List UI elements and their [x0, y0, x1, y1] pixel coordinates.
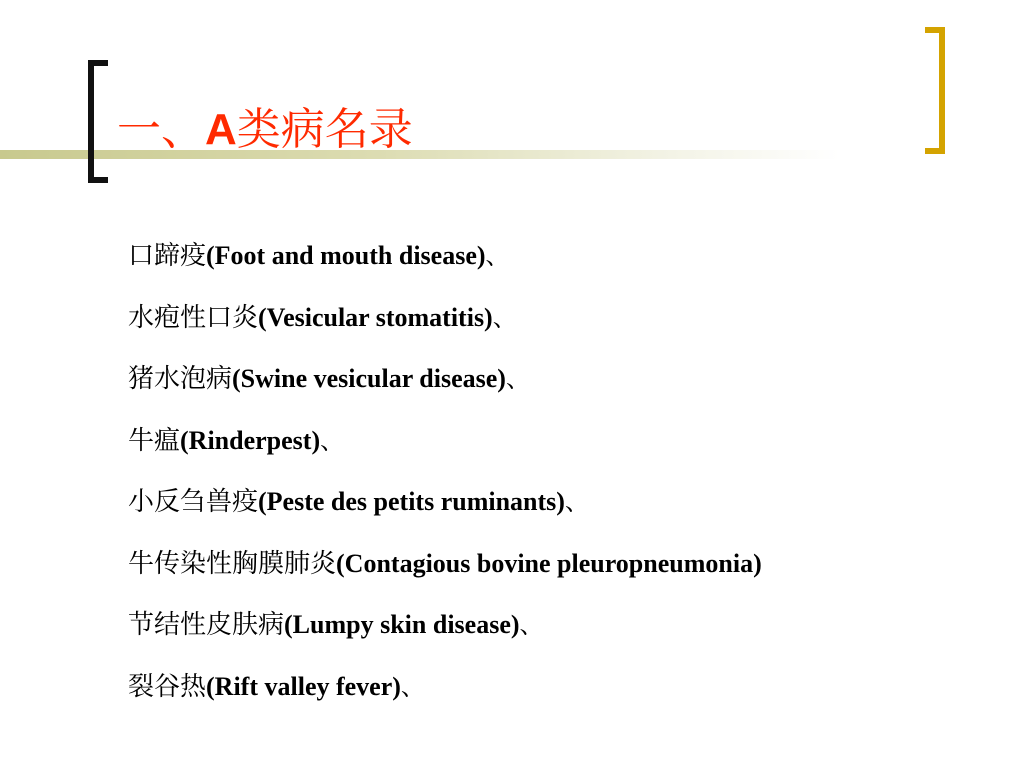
- title-prefix: 一、: [117, 104, 205, 155]
- item-separator: 、: [320, 426, 345, 455]
- item-english-name: (Foot and mouth disease): [206, 241, 486, 270]
- list-item: [128, 667, 762, 729]
- item-separator: 、: [505, 365, 530, 393]
- item-chinese-name: 牛传染性胸膜肺炎: [128, 548, 337, 579]
- item-chinese-name: 裂谷热: [128, 671, 207, 702]
- item-separator: 、: [400, 672, 425, 701]
- item-english-name: (Rift valley fever): [206, 671, 401, 701]
- item-english-name: (Swine vesicular disease): [232, 364, 506, 393]
- title-suffix: 类病名录: [236, 104, 413, 155]
- item-chinese-name: 口蹄疫: [128, 241, 207, 271]
- item-chinese-name: 节结性皮肤病: [128, 610, 285, 640]
- list-item: [128, 605, 762, 667]
- item-chinese-name: 水疱性口炎: [128, 302, 259, 333]
- left-bracket-decoration: [88, 60, 108, 183]
- item-separator: 、: [564, 488, 589, 516]
- slide-title: [117, 98, 413, 162]
- title-latin: A: [205, 105, 237, 154]
- list-item: [128, 421, 762, 483]
- item-separator: 、: [492, 303, 517, 332]
- list-item: [128, 236, 762, 298]
- disease-list: [128, 236, 762, 728]
- item-chinese-name: 小反刍兽疫: [128, 487, 259, 517]
- item-chinese-name: 牛瘟: [128, 425, 181, 456]
- list-item: [128, 359, 762, 421]
- list-item: [128, 298, 762, 360]
- item-english-name: (Vesicular stomatitis): [258, 302, 493, 332]
- item-english-name: (Rinderpest): [180, 425, 321, 455]
- item-english-name: (Peste des petits ruminants): [258, 487, 565, 516]
- right-bracket-decoration: [925, 27, 945, 154]
- list-item: [128, 544, 762, 606]
- list-item: [128, 482, 762, 544]
- item-english-name: (Lumpy skin disease): [284, 610, 520, 639]
- item-separator: 、: [485, 242, 510, 270]
- item-english-name: (Contagious bovine pleuropneumonia): [336, 548, 762, 578]
- item-separator: 、: [519, 611, 544, 639]
- item-chinese-name: 猪水泡病: [128, 364, 233, 394]
